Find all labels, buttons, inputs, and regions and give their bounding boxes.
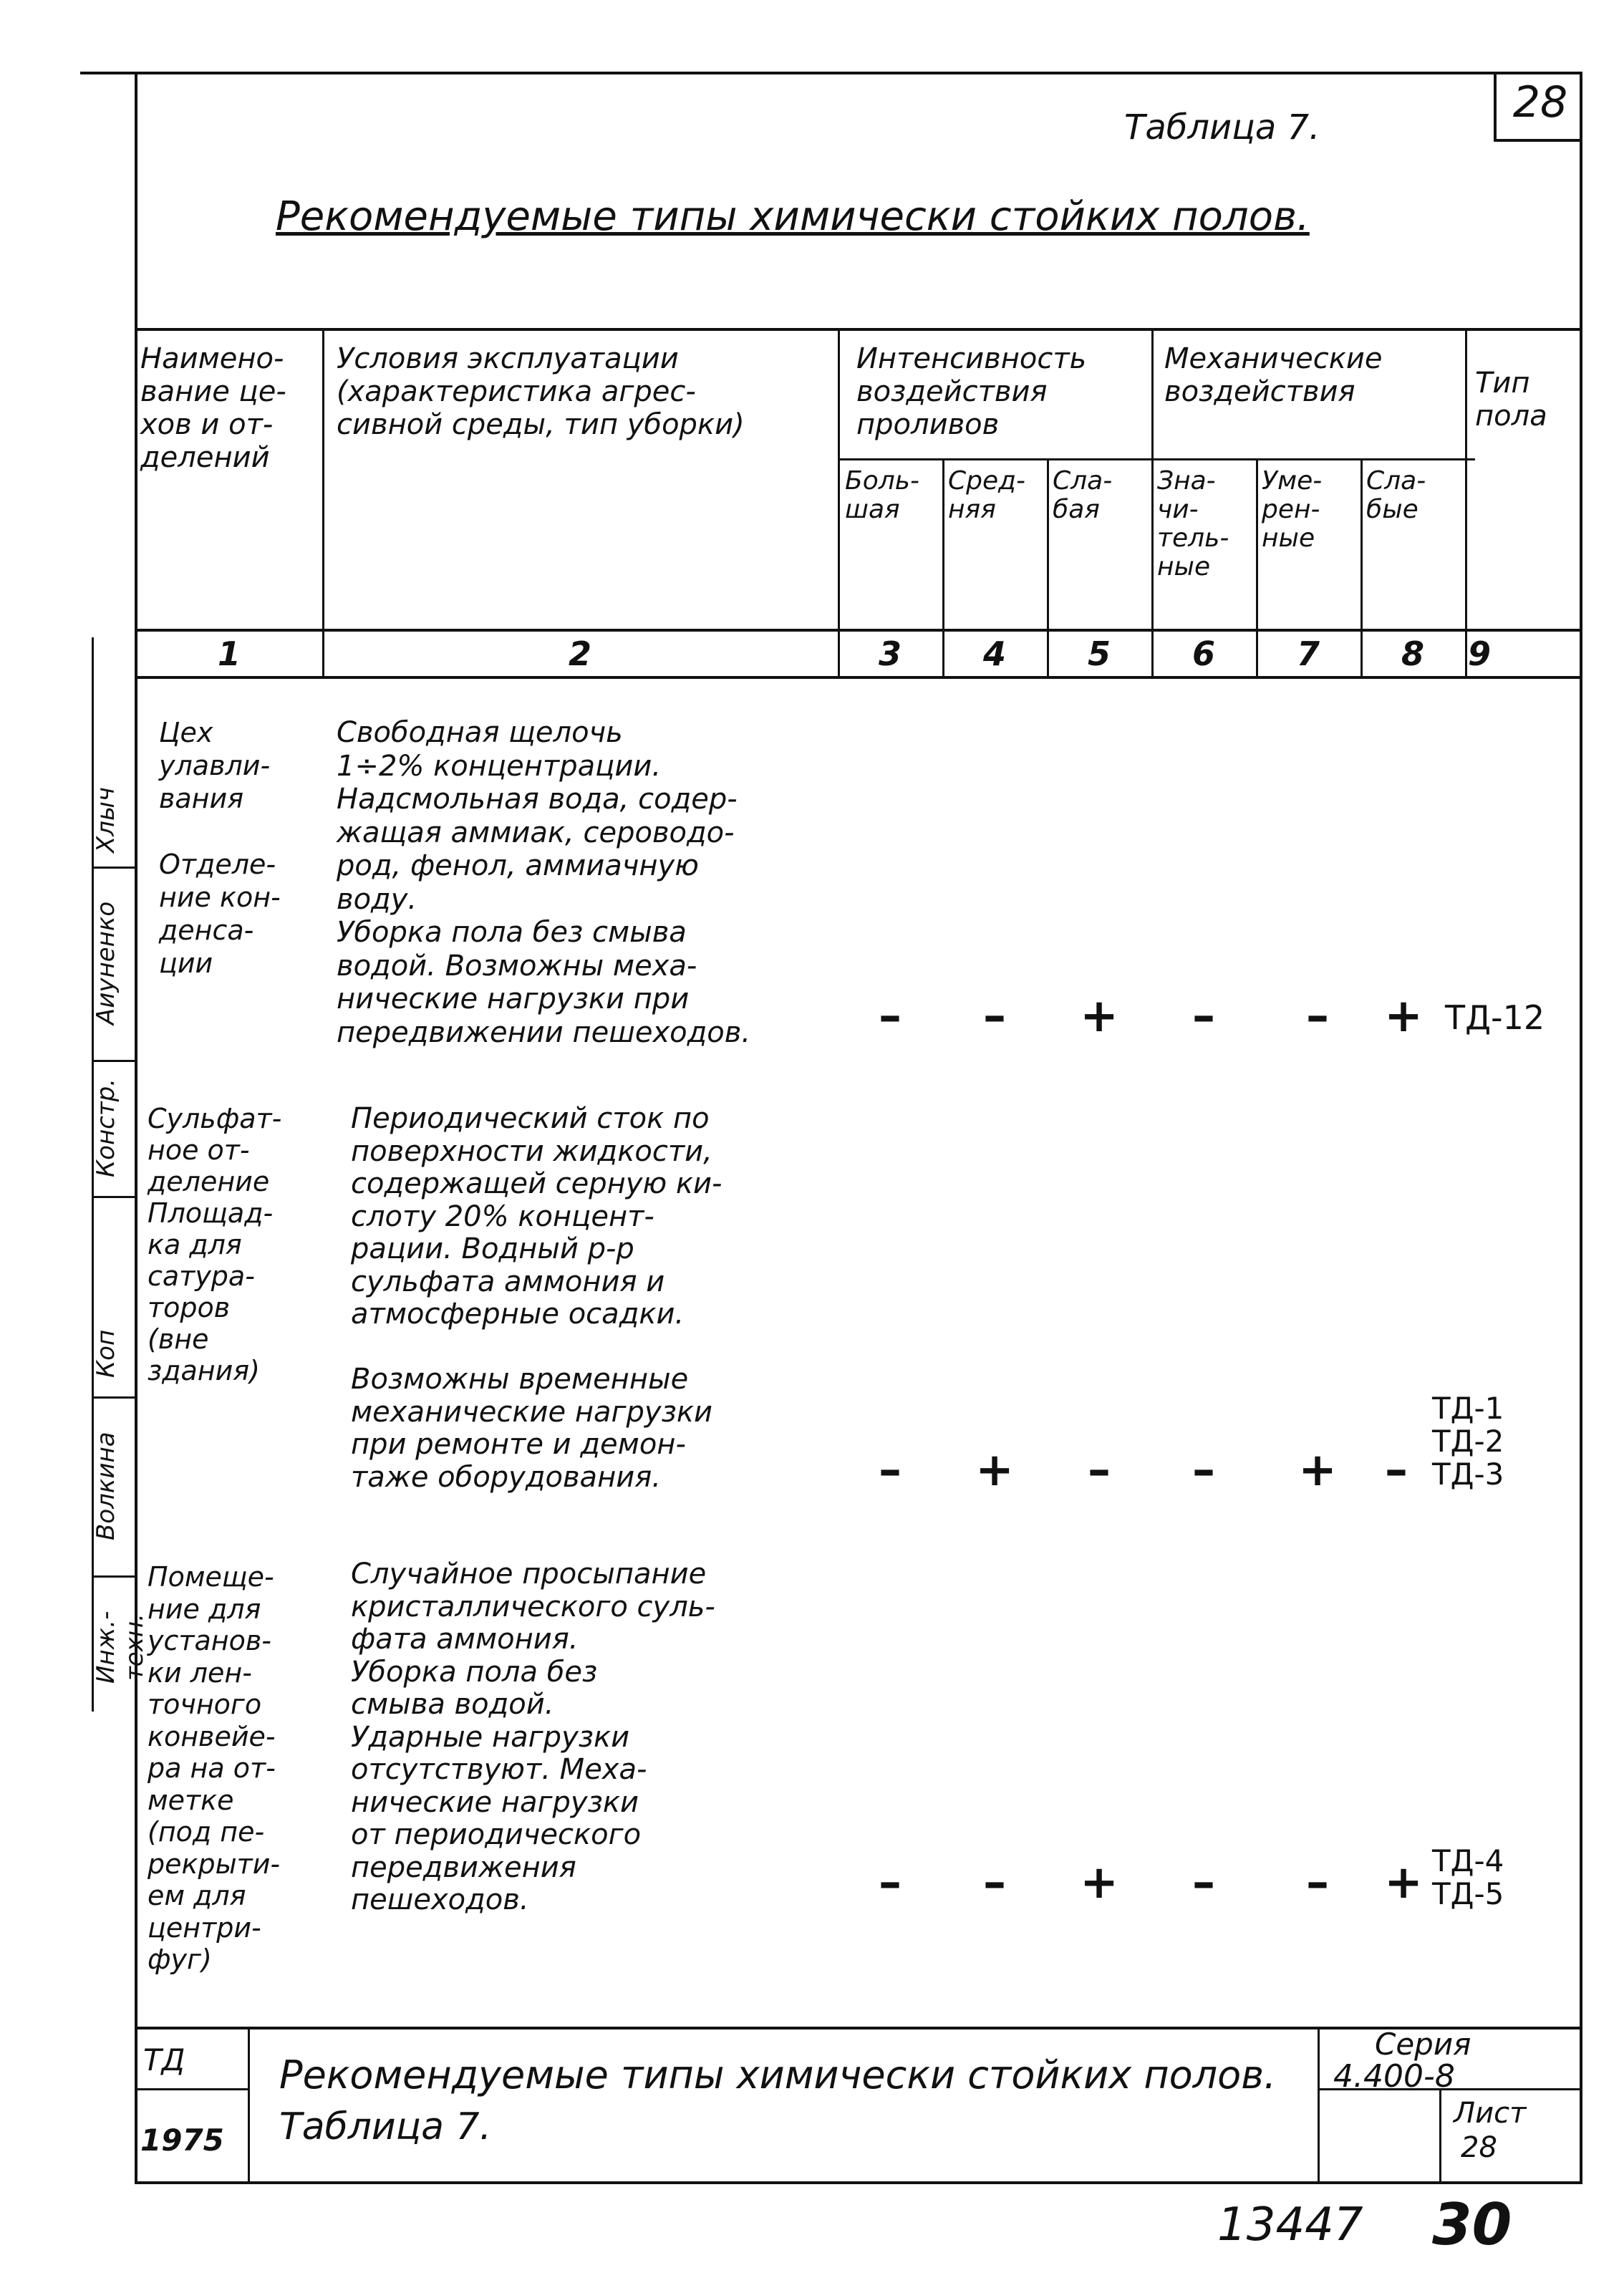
series-value: 4.400-8 xyxy=(1333,2058,1455,2095)
footer-top-line xyxy=(135,2027,1582,2029)
row2-mark-5: – xyxy=(1088,1444,1111,1497)
col-divider-2 xyxy=(838,328,840,679)
col-divider-1 xyxy=(322,328,324,679)
right-border xyxy=(1580,72,1582,2184)
row2-mark-3: – xyxy=(879,1444,902,1497)
subheader-line xyxy=(838,458,1475,460)
stamp-sep-1 xyxy=(92,867,136,869)
col-number-5: 5 xyxy=(1087,634,1111,673)
footer-year: 1975 xyxy=(140,2123,224,2158)
sheet-value: 28 xyxy=(1461,2131,1497,2164)
col-number-6: 6 xyxy=(1192,634,1215,673)
row3-type: ТД-4 ТД-5 xyxy=(1432,1843,1504,1911)
row1-mark-8: + xyxy=(1384,990,1423,1043)
stamp-role-1: Констр. xyxy=(92,1078,120,1178)
page-number: 28 xyxy=(1512,77,1568,127)
row2-type: ТД-1 ТД-2 ТД-3 xyxy=(1432,1391,1504,1492)
row3-mark-8: + xyxy=(1384,1856,1423,1909)
row2-mark-7: + xyxy=(1298,1444,1337,1497)
footer-divider-right xyxy=(1318,2027,1320,2184)
col-divider-3 xyxy=(942,458,944,679)
col-divider-4 xyxy=(1047,458,1049,679)
row2-mark-6: – xyxy=(1192,1444,1215,1497)
sub-header-5: Сла- бая xyxy=(1053,466,1113,524)
sub-header-7: Уме- рен- ные xyxy=(1262,466,1323,553)
sub-header-8: Сла- бые xyxy=(1366,466,1426,524)
col-number-1: 1 xyxy=(217,634,241,673)
sub-header-4: Сред- няя xyxy=(948,466,1026,524)
row2-mark-4: + xyxy=(975,1444,1014,1497)
footer-divider-left xyxy=(248,2027,250,2184)
col-number-7: 7 xyxy=(1296,634,1320,673)
stamp-sep-4 xyxy=(92,1396,136,1399)
row1-mark-7: – xyxy=(1306,990,1329,1043)
series-label: Серия xyxy=(1375,2027,1471,2062)
stamp-signature-2: Коп xyxy=(92,1329,120,1378)
header-mechanical: Механические воздействия xyxy=(1164,342,1383,408)
header-type: Тип пола xyxy=(1475,367,1547,433)
sub-header-6: Зна- чи- тель- ные xyxy=(1157,466,1229,581)
header-col1: Наимено- вание це- хов и от- делений xyxy=(140,342,286,474)
header-col2: Условия эксплуатации (характеристика агрес- сивной среды, тип уборки) xyxy=(337,342,745,441)
stamp-inner-line xyxy=(135,637,137,1712)
col-divider-7 xyxy=(1360,458,1363,679)
numbers-bottom-line xyxy=(135,676,1582,679)
sub-header-3: Боль- шая xyxy=(845,466,919,524)
row1-type: ТД-12 xyxy=(1445,998,1545,1037)
stamp-sep-3 xyxy=(92,1196,136,1198)
row3-mark-5: + xyxy=(1080,1856,1118,1909)
col-number-8: 8 xyxy=(1401,634,1424,673)
header-intensity: Интенсивность воздействия проливов xyxy=(856,342,1087,441)
row2-name: Сульфат- ное от- деление Площад- ка для сатура- торов (вне здания) xyxy=(148,1103,282,1386)
stamp-role-2: Инж.-техн. xyxy=(92,1611,149,1684)
row1-name: Цех улавли- вания Отделе- ние кон- денса- ции xyxy=(159,717,281,979)
bottom-page-number: 30 xyxy=(1432,2191,1512,2258)
row1-mark-3: – xyxy=(879,990,902,1043)
col-number-3: 3 xyxy=(878,634,902,673)
row1-mark-6: – xyxy=(1192,990,1215,1043)
stamp-signature-1: Хлыч xyxy=(92,787,120,853)
col-number-9: 9 xyxy=(1468,634,1492,673)
footer-sheet-divider xyxy=(1439,2088,1441,2184)
row1-mark-4: – xyxy=(983,990,1006,1043)
row1-conditions: Свободная щелочь 1÷2% концентрации. Надсмольная вода, содер- жащая аммиак, сероводо- род, фенол, аммиачную воду. Уборка пола без смыва водой. Возможны меха- нические нагрузки при передвижении пешеходов. xyxy=(337,716,751,1049)
header-top-line xyxy=(135,328,1582,331)
col-divider-5 xyxy=(1151,328,1154,679)
stamp-name-1: Аиуненко xyxy=(92,901,120,1025)
row3-mark-4: – xyxy=(983,1856,1006,1909)
col-divider-8 xyxy=(1465,328,1467,679)
inventory-number: 13447 xyxy=(1217,2198,1363,2251)
numbers-top-line xyxy=(135,629,1582,632)
page-title: Рекомендуемые типы химически стойких полов. xyxy=(276,193,1310,240)
stamp-name-2: Волкина xyxy=(92,1432,120,1540)
row3-name: Помеще- ние для установ- ки лен- точного конвейе- ра на от- метке (под пе- рекрыти- ем для центри- фуг) xyxy=(148,1561,281,1975)
table-label: Таблица 7. xyxy=(1124,107,1320,148)
row3-mark-6: – xyxy=(1192,1856,1215,1909)
row3-conditions: Случайное просыпание кристаллического суль- фата аммония. Уборка пола без смыва водой. Ударные нагрузки отсутствуют. Меха- нические нагрузки от периодического передвижения пешеходов. xyxy=(351,1558,715,1916)
row3-mark-3: – xyxy=(879,1856,902,1909)
footer-mid-line-left xyxy=(135,2088,249,2090)
row2-mark-8: – xyxy=(1385,1444,1408,1497)
col-number-2: 2 xyxy=(568,634,591,673)
footer-code: ТД xyxy=(143,2042,185,2077)
row2-conditions: Периодический сток по поверхности жидкости, содержащей серную ки- слоту 20% концент- рации. Водный р-р сульфата аммония и атмосферные осадки. Возможны временные механические нагрузки при ремонте и демон- таже оборудования. xyxy=(351,1102,722,1494)
bottom-border xyxy=(135,2181,1582,2184)
footer-title: Рекомендуемые типы химически стойких полов. xyxy=(279,2052,1277,2098)
footer-subtitle: Таблица 7. xyxy=(279,2105,492,2148)
row3-mark-7: – xyxy=(1306,1856,1329,1909)
sheet-label: Лист xyxy=(1454,2097,1527,2130)
col-number-4: 4 xyxy=(982,634,1006,673)
col-divider-6 xyxy=(1256,458,1258,679)
stamp-sep-2 xyxy=(92,1060,136,1062)
stamp-sep-5 xyxy=(92,1575,136,1578)
top-border xyxy=(80,72,1582,74)
row1-mark-5: + xyxy=(1080,990,1118,1043)
